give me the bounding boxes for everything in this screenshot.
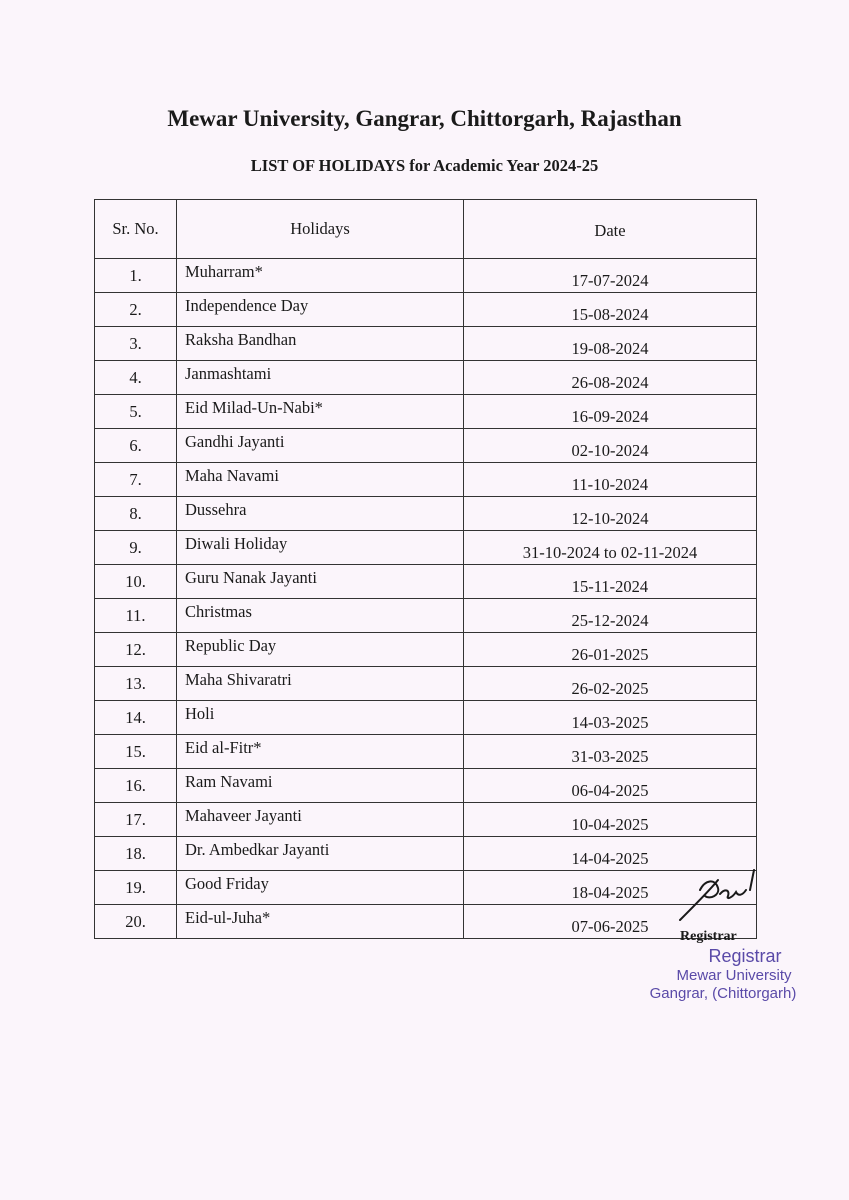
cell-holiday-name: Dussehra xyxy=(177,497,464,531)
cell-sr-no: 10. xyxy=(95,565,177,599)
cell-sr-no: 14. xyxy=(95,701,177,735)
cell-date: 26-01-2025 xyxy=(464,633,757,667)
cell-holiday-name: Eid Milad-Un-Nabi* xyxy=(177,395,464,429)
cell-holiday-name: Janmashtami xyxy=(177,361,464,395)
cell-date: 06-04-2025 xyxy=(464,769,757,803)
column-header-holidays: Holidays xyxy=(177,200,464,259)
cell-holiday-name: Raksha Bandhan xyxy=(177,327,464,361)
cell-holiday-name: Eid-ul-Juha* xyxy=(177,905,464,939)
cell-holiday-name: Maha Navami xyxy=(177,463,464,497)
stamp-line-university: Mewar University xyxy=(676,967,792,984)
cell-sr-no: 5. xyxy=(95,395,177,429)
page-subtitle: LIST OF HOLIDAYS for Academic Year 2024-25 xyxy=(250,156,599,175)
table-row xyxy=(95,497,757,531)
cell-sr-no: 18. xyxy=(95,837,177,871)
cell-sr-no: 15. xyxy=(95,735,177,769)
cell-sr-no: 13. xyxy=(95,667,177,701)
table-row xyxy=(95,463,757,497)
cell-sr-no: 12. xyxy=(95,633,177,667)
cell-sr-no: 6. xyxy=(95,429,177,463)
cell-holiday-name: Ram Navami xyxy=(177,769,464,803)
column-header-date: Date xyxy=(464,200,757,259)
cell-date: 12-10-2024 xyxy=(464,497,757,531)
cell-date: 14-03-2025 xyxy=(464,701,757,735)
cell-sr-no: 3. xyxy=(95,327,177,361)
cell-holiday-name: Good Friday xyxy=(177,871,464,905)
table-row xyxy=(95,395,757,429)
cell-date: 07-06-2025 xyxy=(464,905,757,939)
cell-date: 31-03-2025 xyxy=(464,735,757,769)
cell-date: 15-11-2024 xyxy=(464,565,757,599)
stamp-line-location: Gangrar, (Chittorgarh) xyxy=(649,985,797,1002)
cell-date: 26-08-2024 xyxy=(464,361,757,395)
cell-date: 26-02-2025 xyxy=(464,667,757,701)
cell-holiday-name: Independence Day xyxy=(177,293,464,327)
table-header-row xyxy=(95,200,757,259)
table-row xyxy=(95,429,757,463)
table-row xyxy=(95,701,757,735)
cell-date: 25-12-2024 xyxy=(464,599,757,633)
cell-holiday-name: Mahaveer Jayanti xyxy=(177,803,464,837)
holidays-table xyxy=(94,199,757,939)
cell-holiday-name: Gandhi Jayanti xyxy=(177,429,464,463)
cell-sr-no: 16. xyxy=(95,769,177,803)
table-row xyxy=(95,633,757,667)
table-row xyxy=(95,667,757,701)
table-row xyxy=(95,565,757,599)
table-row xyxy=(95,293,757,327)
table-row xyxy=(95,531,757,565)
table-row xyxy=(95,735,757,769)
cell-holiday-name: Eid al-Fitr* xyxy=(177,735,464,769)
cell-holiday-name: Diwali Holiday xyxy=(177,531,464,565)
cell-date: 10-04-2025 xyxy=(464,803,757,837)
cell-holiday-name: Dr. Ambedkar Jayanti xyxy=(177,837,464,871)
cell-date: 16-09-2024 xyxy=(464,395,757,429)
cell-sr-no: 9. xyxy=(95,531,177,565)
stamp-line-registrar: Registrar xyxy=(708,946,782,966)
page-title: Mewar University, Gangrar, Chittorgarh, Rajasthan xyxy=(167,106,682,131)
registrar-designation: Registrar xyxy=(680,929,737,944)
cell-date: 02-10-2024 xyxy=(464,429,757,463)
cell-sr-no: 11. xyxy=(95,599,177,633)
cell-holiday-name: Republic Day xyxy=(177,633,464,667)
cell-date: 11-10-2024 xyxy=(464,463,757,497)
cell-holiday-name: Holi xyxy=(177,701,464,735)
cell-date: 17-07-2024 xyxy=(464,259,757,293)
table-row xyxy=(95,803,757,837)
cell-sr-no: 7. xyxy=(95,463,177,497)
cell-sr-no: 20. xyxy=(95,905,177,939)
table-row xyxy=(95,361,757,395)
cell-sr-no: 1. xyxy=(95,259,177,293)
cell-date: 31-10-2024 to 02-11-2024 xyxy=(464,531,757,565)
cell-date: 19-08-2024 xyxy=(464,327,757,361)
column-header-sr-no: Sr. No. xyxy=(95,200,177,259)
cell-date: 18-04-2025 xyxy=(464,871,757,905)
cell-date: 15-08-2024 xyxy=(464,293,757,327)
cell-holiday-name: Christmas xyxy=(177,599,464,633)
table-row xyxy=(95,599,757,633)
table-row xyxy=(95,259,757,293)
cell-date: 14-04-2025 xyxy=(464,837,757,871)
table-row xyxy=(95,327,757,361)
handwritten-signature xyxy=(670,850,770,930)
registrar-stamp xyxy=(600,945,840,1003)
cell-sr-no: 17. xyxy=(95,803,177,837)
cell-sr-no: 4. xyxy=(95,361,177,395)
cell-sr-no: 8. xyxy=(95,497,177,531)
cell-holiday-name: Muharram* xyxy=(177,259,464,293)
cell-holiday-name: Maha Shivaratri xyxy=(177,667,464,701)
cell-sr-no: 19. xyxy=(95,871,177,905)
cell-holiday-name: Guru Nanak Jayanti xyxy=(177,565,464,599)
cell-sr-no: 2. xyxy=(95,293,177,327)
table-row xyxy=(95,769,757,803)
